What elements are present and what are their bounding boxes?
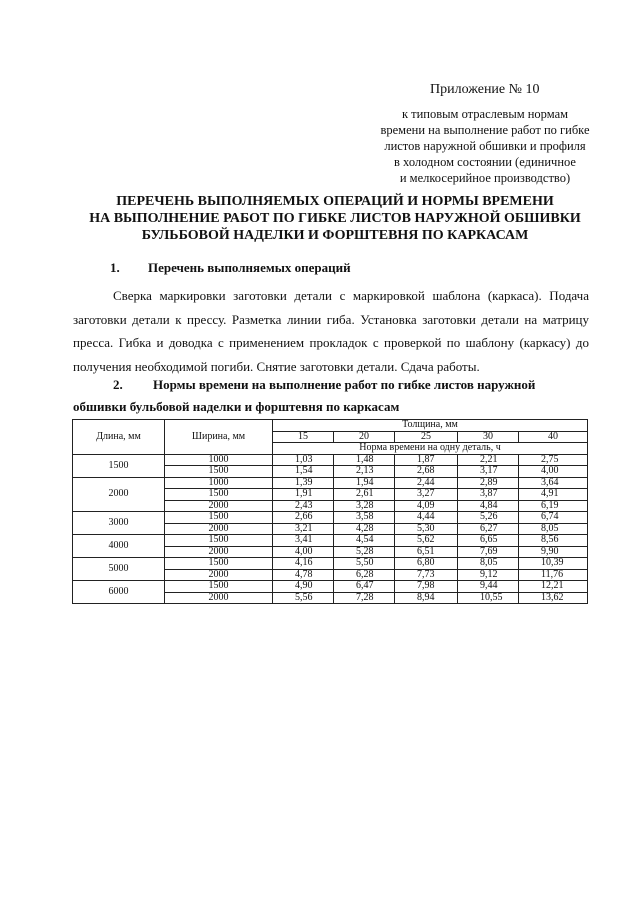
norm-value-cell: 10,39 xyxy=(519,558,588,570)
norm-value-cell: 3,21 xyxy=(273,523,334,535)
norm-value-cell: 2,21 xyxy=(458,454,519,466)
norm-value-cell: 9,90 xyxy=(519,546,588,558)
norm-value-cell: 8,94 xyxy=(395,592,458,604)
norm-value-cell: 1,54 xyxy=(273,466,334,478)
table-row xyxy=(73,454,588,466)
length-cell: 1500 xyxy=(73,454,165,477)
length-cell: 2000 xyxy=(73,477,165,512)
width-cell: 2000 xyxy=(165,569,273,581)
width-cell: 1500 xyxy=(165,581,273,593)
norm-value-cell: 7,73 xyxy=(395,569,458,581)
width-cell: 1500 xyxy=(165,512,273,524)
norm-value-cell: 5,62 xyxy=(395,535,458,547)
norm-value-cell: 2,75 xyxy=(519,454,588,466)
table-row xyxy=(73,477,588,489)
appendix-subtitle xyxy=(360,106,610,186)
width-cell: 1500 xyxy=(165,466,273,478)
appendix-subtitle-line: и мелкосерийное производство) xyxy=(399,171,571,185)
norm-value-cell: 4,91 xyxy=(519,489,588,501)
table-body xyxy=(73,454,588,604)
header-thickness-value: 15 xyxy=(273,431,334,443)
appendix-subtitle-line: к типовым отраслевым нормам xyxy=(401,107,569,121)
width-cell: 1500 xyxy=(165,489,273,501)
section-1-body: Сверка маркировки заготовки детали с маркировкой шаблона (каркаса). Подача заготовки детали к прессу. Разметка линии гиба. Установка заготовки детали на матрицу пресса. Гибка и доводка с применением прокладок с проверкой по шаблону (каркасу) до получения необходимой погиби. Снятие заготовки детали. Сдача работы. xyxy=(73,288,589,374)
norm-value-cell: 9,12 xyxy=(458,569,519,581)
norm-value-cell: 4,09 xyxy=(395,500,458,512)
norm-value-cell: 3,41 xyxy=(273,535,334,547)
document-title-line: ПЕРЕЧЕНЬ ВЫПОЛНЯЕМЫХ ОПЕРАЦИЙ И НОРМЫ ВРЕМЕНИ xyxy=(116,194,554,209)
appendix-subtitle-line: в холодном состоянии (единичное xyxy=(394,155,576,169)
norm-value-cell: 8,05 xyxy=(519,523,588,535)
norm-value-cell: 4,78 xyxy=(273,569,334,581)
header-norm: Норма времени на одну деталь, ч xyxy=(273,443,588,455)
norm-value-cell: 6,80 xyxy=(395,558,458,570)
section-1-title: Перечень выполняемых операций xyxy=(148,260,351,275)
appendix-subtitle-line: времени на выполнение работ по гибке xyxy=(380,123,590,137)
width-cell: 2000 xyxy=(165,523,273,535)
norm-value-cell: 2,61 xyxy=(334,489,395,501)
norm-value-cell: 4,00 xyxy=(273,546,334,558)
norm-value-cell: 8,05 xyxy=(458,558,519,570)
width-cell: 1000 xyxy=(165,477,273,489)
width-cell: 2000 xyxy=(165,592,273,604)
norm-value-cell: 6,27 xyxy=(458,523,519,535)
norm-value-cell: 3,17 xyxy=(458,466,519,478)
header-thickness-value: 25 xyxy=(395,431,458,443)
header-thickness-value: 20 xyxy=(334,431,395,443)
norm-value-cell: 5,30 xyxy=(395,523,458,535)
norm-value-cell: 6,19 xyxy=(519,500,588,512)
length-cell: 5000 xyxy=(73,558,165,581)
norm-value-cell: 5,56 xyxy=(273,592,334,604)
section-1-number: 1. xyxy=(110,260,120,275)
width-cell: 2000 xyxy=(165,500,273,512)
norm-value-cell: 3,64 xyxy=(519,477,588,489)
norm-value-cell: 11,76 xyxy=(519,569,588,581)
norm-value-cell: 1,03 xyxy=(273,454,334,466)
time-norms-table xyxy=(72,419,588,604)
table-row xyxy=(73,535,588,547)
width-cell: 1000 xyxy=(165,454,273,466)
norm-value-cell: 5,50 xyxy=(334,558,395,570)
length-cell: 6000 xyxy=(73,581,165,604)
norm-value-cell: 1,94 xyxy=(334,477,395,489)
length-cell: 4000 xyxy=(73,535,165,558)
width-cell: 2000 xyxy=(165,546,273,558)
header-width: Ширина, мм xyxy=(165,420,273,455)
norm-value-cell: 5,28 xyxy=(334,546,395,558)
header-thickness: Толщина, мм xyxy=(273,420,588,432)
norm-value-cell: 3,27 xyxy=(395,489,458,501)
length-cell: 3000 xyxy=(73,512,165,535)
norm-value-cell: 2,66 xyxy=(273,512,334,524)
norm-value-cell: 7,69 xyxy=(458,546,519,558)
norm-value-cell: 2,13 xyxy=(334,466,395,478)
norm-value-cell: 6,74 xyxy=(519,512,588,524)
norm-value-cell: 2,44 xyxy=(395,477,458,489)
norm-value-cell: 6,51 xyxy=(395,546,458,558)
document-title-line: НА ВЫПОЛНЕНИЕ РАБОТ ПО ГИБКЕ ЛИСТОВ НАРУЖНОЙ ОБШИВКИ xyxy=(89,211,581,226)
norm-value-cell: 9,44 xyxy=(458,581,519,593)
document-title-line: БУЛЬБОВОЙ НАДЕЛКИ И ФОРШТЕВНЯ ПО КАРКАСАМ xyxy=(141,228,529,243)
table-row xyxy=(73,558,588,570)
norm-value-cell: 8,56 xyxy=(519,535,588,547)
norm-value-cell: 6,65 xyxy=(458,535,519,547)
norm-value-cell: 12,21 xyxy=(519,581,588,593)
norm-value-cell: 2,43 xyxy=(273,500,334,512)
norm-value-cell: 6,28 xyxy=(334,569,395,581)
norm-value-cell: 1,87 xyxy=(395,454,458,466)
norm-value-cell: 7,98 xyxy=(395,581,458,593)
norm-value-cell: 2,89 xyxy=(458,477,519,489)
norm-value-cell: 1,39 xyxy=(273,477,334,489)
norm-value-cell: 1,91 xyxy=(273,489,334,501)
norm-value-cell: 4,00 xyxy=(519,466,588,478)
appendix-number: Приложение № 10 xyxy=(430,82,540,97)
norm-value-cell: 5,26 xyxy=(458,512,519,524)
norm-value-cell: 7,28 xyxy=(334,592,395,604)
norm-value-cell: 6,47 xyxy=(334,581,395,593)
norm-value-cell: 3,58 xyxy=(334,512,395,524)
table-row xyxy=(73,581,588,593)
norm-value-cell: 4,54 xyxy=(334,535,395,547)
section-2-heading xyxy=(73,374,589,418)
document-title xyxy=(70,193,600,244)
norm-value-cell: 10,55 xyxy=(458,592,519,604)
norm-value-cell: 4,44 xyxy=(395,512,458,524)
header-thickness-value: 30 xyxy=(458,431,519,443)
section-2-number: 2. xyxy=(113,377,123,392)
norm-value-cell: 3,28 xyxy=(334,500,395,512)
table-row xyxy=(73,512,588,524)
appendix-subtitle-line: листов наружной обшивки и профиля xyxy=(384,139,586,153)
norm-value-cell: 3,87 xyxy=(458,489,519,501)
section-1-heading xyxy=(110,260,351,276)
width-cell: 1500 xyxy=(165,558,273,570)
header-length: Длина, мм xyxy=(73,420,165,455)
norm-value-cell: 4,28 xyxy=(334,523,395,535)
norm-value-cell: 4,84 xyxy=(458,500,519,512)
norm-value-cell: 1,48 xyxy=(334,454,395,466)
norm-value-cell: 4,16 xyxy=(273,558,334,570)
norm-value-cell: 2,68 xyxy=(395,466,458,478)
norm-value-cell: 13,62 xyxy=(519,592,588,604)
section-2-title: Нормы времени на выполнение работ по гибке листов наружной обшивки бульбовой наделки и форштевня по каркасам xyxy=(73,377,536,414)
width-cell: 1500 xyxy=(165,535,273,547)
norm-value-cell: 4,90 xyxy=(273,581,334,593)
header-thickness-value: 40 xyxy=(519,431,588,443)
